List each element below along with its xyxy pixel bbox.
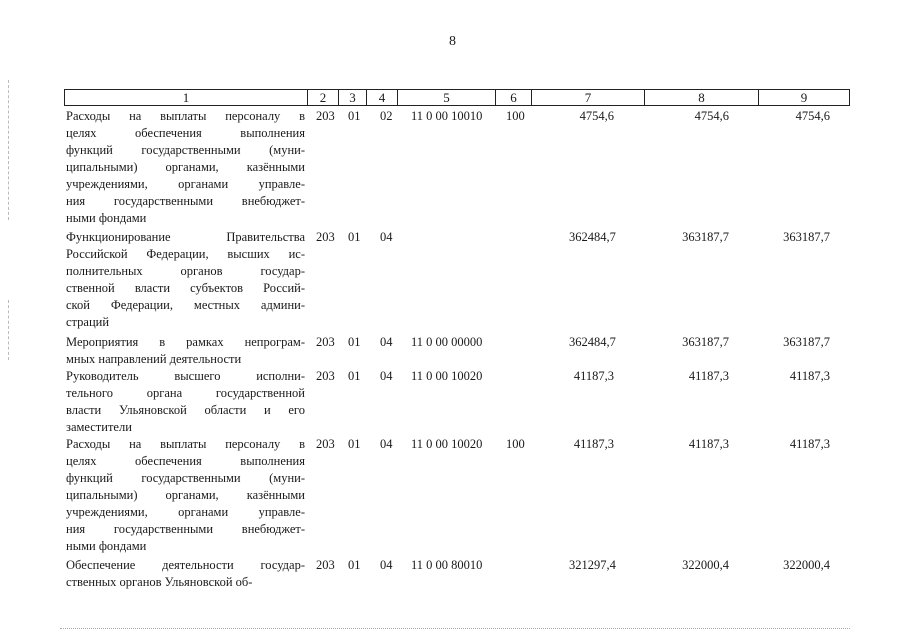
cell-col-7: 41187,3: [573, 437, 614, 451]
row-name-line: Расходы на выплаты персоналу в: [66, 109, 305, 123]
row-name-line: полнительных органов государ-: [66, 264, 305, 278]
cell-col-2: 203: [316, 335, 335, 349]
row-name: [66, 557, 305, 591]
row-name-line: Мероприятия в рамках непрограм-: [66, 335, 305, 349]
row-name-line: тельного органа государственной: [66, 386, 305, 400]
cell-col-6: 100: [506, 437, 525, 451]
header-col-7: 7: [532, 90, 645, 105]
header-col-4: 4: [367, 90, 398, 105]
row-name-line: ственной власти субъектов Россий-: [66, 281, 305, 295]
cell-col-3: 01: [348, 335, 361, 349]
cell-col-8: 363187,7: [682, 230, 729, 244]
row-name-line: Руководитель высшего исполни-: [66, 369, 305, 383]
cell-col-4: 04: [380, 369, 393, 383]
row-name: [66, 436, 305, 555]
header-col-8: 8: [645, 90, 759, 105]
cell-col-3: 01: [348, 558, 361, 572]
scan-margin-mark-top: [8, 80, 10, 220]
header-col-2: 2: [308, 90, 339, 105]
row-name: [66, 108, 305, 227]
row-name-line: ской Федерации, местных админи-: [66, 298, 305, 312]
cell-col-6: 100: [506, 109, 525, 123]
cell-col-8: 322000,4: [682, 558, 729, 572]
cell-col-2: 203: [316, 369, 335, 383]
header-col-1: 1: [65, 90, 308, 105]
cell-col-5: 11 0 00 80010: [411, 558, 483, 572]
cell-col-9: 363187,7: [783, 335, 830, 349]
cell-col-7: 4754,6: [579, 109, 614, 123]
row-name-line: власти Ульяновской области и его: [66, 403, 305, 417]
cell-col-9: 41187,3: [789, 369, 830, 383]
cell-col-9: 322000,4: [783, 558, 830, 572]
row-name-line: функций государственными (муни-: [66, 471, 305, 485]
cell-col-2: 203: [316, 558, 335, 572]
row-name-line: ципальными) органами, казёнными: [66, 160, 305, 174]
row-name-line: ными фондами: [66, 539, 147, 553]
scan-bottom-edge: [60, 628, 850, 631]
page-number: 8: [449, 34, 456, 49]
table-header: [64, 89, 850, 106]
cell-col-3: 01: [348, 369, 361, 383]
row-name-line: Расходы на выплаты персоналу в: [66, 437, 305, 451]
scan-margin-mark-bottom: [8, 300, 10, 360]
cell-col-5: 11 0 00 10020: [411, 437, 483, 451]
cell-col-3: 01: [348, 109, 361, 123]
row-name-line: ципальными) органами, казёнными: [66, 488, 305, 502]
row-name-line: страций: [66, 315, 110, 329]
cell-col-5: 11 0 00 10010: [411, 109, 483, 123]
cell-col-9: 41187,3: [789, 437, 830, 451]
cell-col-2: 203: [316, 109, 335, 123]
cell-col-2: 203: [316, 437, 335, 451]
cell-col-4: 04: [380, 558, 393, 572]
row-name-line: функций государственными (муни-: [66, 143, 305, 157]
cell-col-8: 41187,3: [688, 369, 729, 383]
row-name-line: ния государственными внебюджет-: [66, 522, 305, 536]
row-name-line: ными фондами: [66, 211, 147, 225]
row-name-line: ственных органов Ульяновской об-: [66, 575, 253, 589]
cell-col-4: 04: [380, 335, 393, 349]
cell-col-7: 362484,7: [569, 230, 616, 244]
cell-col-5: 11 0 00 10020: [411, 369, 483, 383]
cell-col-2: 203: [316, 230, 335, 244]
header-col-3: 3: [339, 90, 367, 105]
row-name-line: целях обеспечения выполнения: [66, 126, 305, 140]
row-name-line: целях обеспечения выполнения: [66, 454, 305, 468]
cell-col-8: 363187,7: [682, 335, 729, 349]
cell-col-5: 11 0 00 00000: [411, 335, 483, 349]
row-name-line: ния государственными внебюджет-: [66, 194, 305, 208]
cell-col-7: 321297,4: [569, 558, 616, 572]
cell-col-8: 4754,6: [694, 109, 729, 123]
row-name-line: Функционирование Правительства: [66, 230, 305, 244]
cell-col-9: 363187,7: [783, 230, 830, 244]
row-name: [66, 368, 305, 436]
cell-col-7: 362484,7: [569, 335, 616, 349]
row-name-line: мных направлений деятельности: [66, 352, 242, 366]
row-name: [66, 229, 305, 331]
cell-col-3: 01: [348, 230, 361, 244]
header-col-5: 5: [398, 90, 496, 105]
cell-col-7: 41187,3: [573, 369, 614, 383]
cell-col-4: 04: [380, 230, 393, 244]
header-col-6: 6: [496, 90, 532, 105]
row-name-line: Российской Федерации, высших ис-: [66, 247, 305, 261]
row-name: [66, 334, 305, 368]
row-name-line: Обеспечение деятельности государ-: [66, 558, 305, 572]
cell-col-9: 4754,6: [795, 109, 830, 123]
cell-col-8: 41187,3: [688, 437, 729, 451]
header-col-9: 9: [800, 90, 808, 105]
row-name-line: учреждениями, органами управле-: [66, 505, 305, 519]
row-name-line: учреждениями, органами управле-: [66, 177, 305, 191]
cell-col-4: 02: [380, 109, 393, 123]
cell-col-3: 01: [348, 437, 361, 451]
cell-col-4: 04: [380, 437, 393, 451]
row-name-line: заместители: [66, 420, 132, 434]
